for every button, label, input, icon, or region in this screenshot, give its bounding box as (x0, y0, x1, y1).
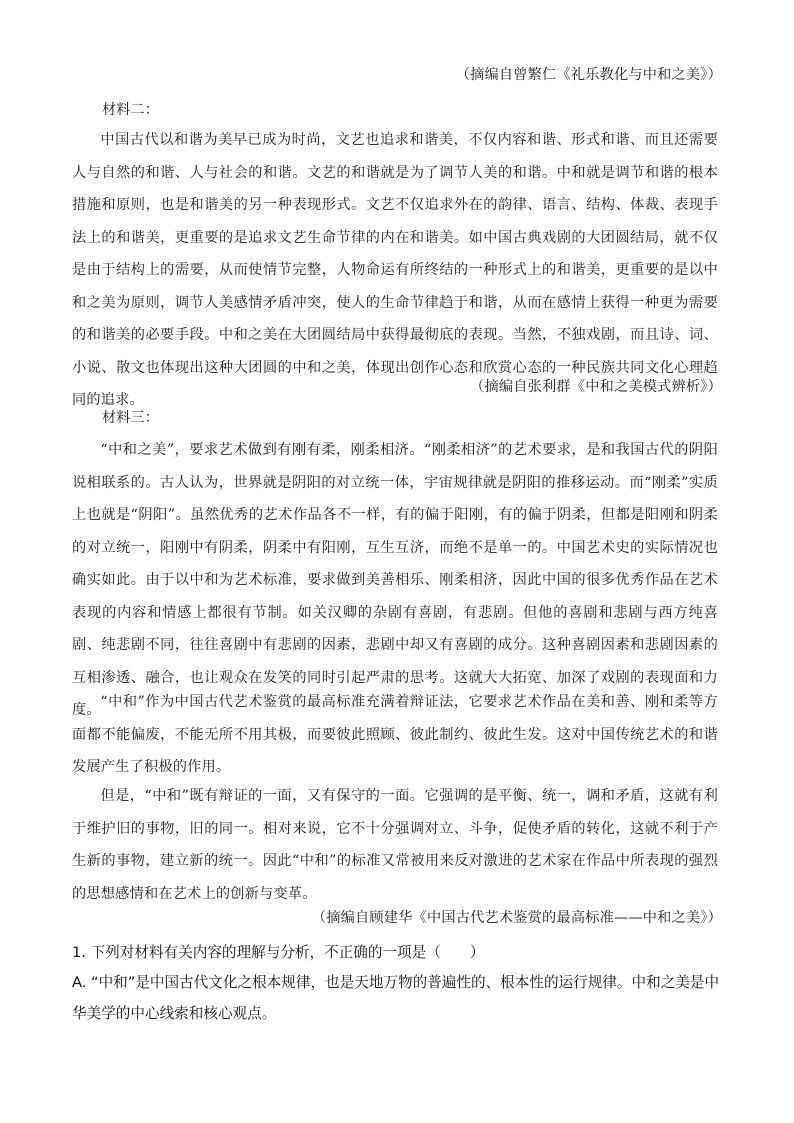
material-two-source: （摘编自张利群《中和之美模式辨析》） (470, 379, 722, 395)
question-1-option-a: A. “中和”是中国古代文化之根本规律，也是天地万物的普遍性的、根本性的运行规律。中和之美是中华美学的中心线索和核心观点。 (72, 974, 720, 1022)
material-three-title: 材料三： (102, 410, 159, 426)
material-one-source: （摘编自曾繁仁《礼乐教化与中和之美》） (455, 67, 722, 83)
material-three-paragraph-1: “中和之美”，要求艺术做到有刚有柔，刚柔相济。“刚柔相济”的艺术要求，是和我国古代的阴阳说相联系的。古人认为，世界就是阴阳的对立统一体，宇宙规律就是阴阳的推移运动。而“刚柔”实质上也就是“阴阳”。虽然优秀的艺术作品各不一样，有的偏于阳刚，有的偏于阴柔，但都是阳刚和阴柔的对立统一，阳刚中有阴柔，阴柔中有阳刚，互生互济，而绝不是单一的。中国艺术史的实际情况也确实如此。由于以中和为艺术标准，要求做到美善相乐、刚柔相济，因此中国的很多优秀作品在艺术表现的内容和情感上都很有节制。如关汉卿的杂剧有喜剧，有悲剧。但他的喜剧和悲剧与西方纯喜剧、纯悲剧不同，往往喜剧中有悲剧的因素，悲剧中却又有喜剧的成分。这种喜剧因素和悲剧因素的互相渗透、融合，也让观众在发笑的同时引起严肃的思考。这就大大拓宽、加深了戏剧的表现面和力度。 (72, 442, 718, 718)
material-three-source: （摘编自顾建华《中国古代艺术鉴赏的最高标准——中和之美》） (311, 910, 722, 926)
question-1-stem: 1. 下列对材料有关内容的理解与分析，不正确的一项是（ ） (72, 944, 485, 961)
material-two-paragraph: 中国古代以和谐为美早已成为时尚，文艺也追求和谐美，不仅内容和谐、形式和谐、而且还需要人与自然的和谐、人与社会的和谐。文艺的和谐就是为了调节人美的和谐。中和就是调节和谐的根本措施和原则，也是和谐美的另一种表现形式。文艺不仅追求外在的韵律、语言、结构、体裁、表现手法上的和谐美，更重要的是追求文艺生命节律的内在和谐美。如中国古典戏剧的大团圆结局，就不仅是由于结构上的需要，从而使情节完整，人物命运有所终结的一种形式上的和谐美，更重要的是以中和之美为原则，调节人美感情矛盾冲突，使人的生命节律趋于和谐，从而在感情上获得一种更为需要的和谐美的必要手段。中和之美在大团圆结局中获得最彻底的表现。当然，不独戏剧，而且诗、词、小说、散文也体现出这种大团圆的中和之美，体现出创作心态和欣赏心态的一种民族共同文化心理趋同的追求。 (72, 132, 718, 408)
material-two-title: 材料二： (102, 102, 159, 118)
material-three-paragraph-2: “中和”作为中国古代艺术鉴赏的最高标准充满着辩证法，它要求艺术作品在美和善、刚和柔等方面都不能偏废，不能无所不用其极，而要彼此照顾、彼此制约、彼此生发。这对中国传统艺术的和谐发展产生了积极的作用。 (72, 694, 718, 775)
material-three-paragraph-3: 但是，“中和”既有辩证的一面，又有保守的一面。它强调的是平衡、统一，调和矛盾，这就有利于维护旧的事物，旧的同一。相对来说，它不十分强调对立、斗争，促使矛盾的转化，这就不利于产生新的事物，建立新的统一。因此“中和”的标准又常被用来反对激进的艺术家在作品中所表现的强烈的思想感情和在艺术上的创新与变革。 (72, 788, 718, 902)
